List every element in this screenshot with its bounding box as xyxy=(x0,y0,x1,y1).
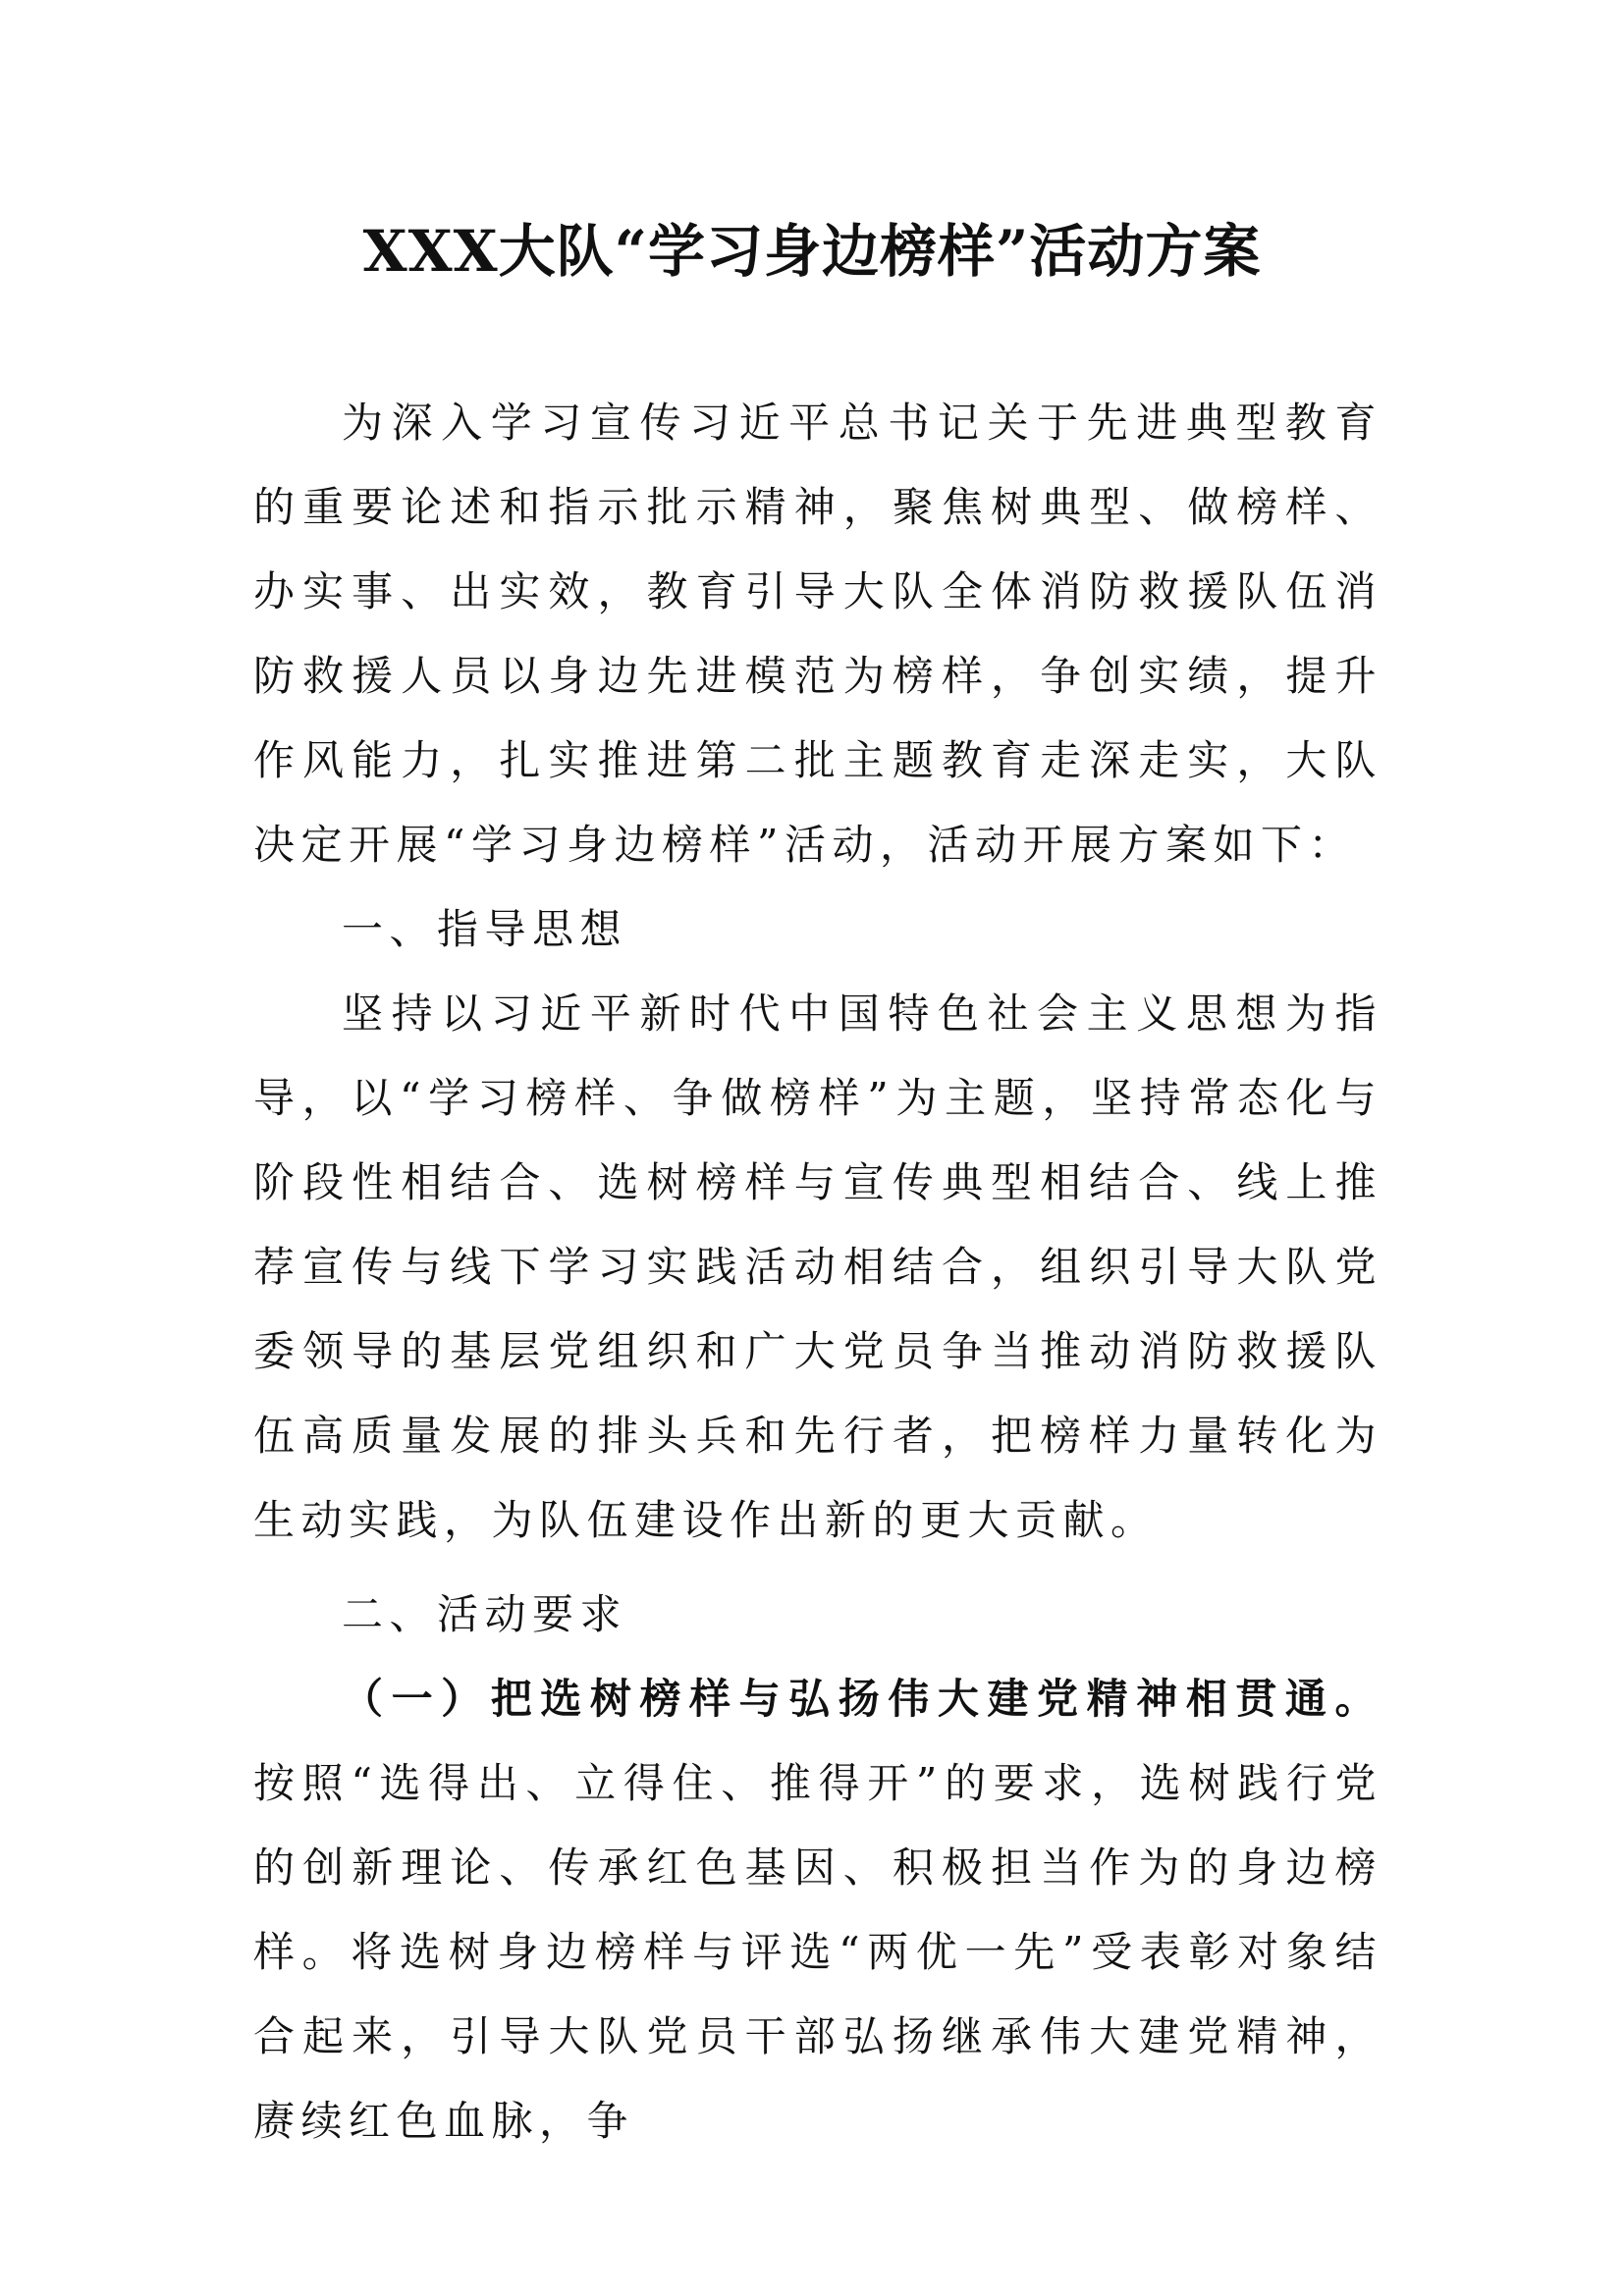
guiding-ideology-paragraph: 坚持以习近平新时代中国特色社会主义思想为指导，以“学习榜样、争做榜样”为主题，坚持常态化与阶段性相结合、选树榜样与宣传典型相结合、线上推荐宣传与线下学习实践活动相结合，组织引导大队党委领导的基层党组织和广大党员争当推动消防救援队伍高质量发展的排头兵和先行者，把榜样力量转化为生动实践，为队伍建设作出新的更大贡献。 xyxy=(253,989,1382,1544)
requirement-item-1-paragraph xyxy=(253,1657,1382,2163)
requirement-item-1-body: 按照“选得出、立得住、推得开”的要求，选树践行党的创新理论、传承红色基因、积极担当作为的身边榜样。将选树身边榜样与评选“两优一先”受表彰对象结合起来，引导大队党员干部弘扬继承伟大建党精神，赓续红色血脉，争 xyxy=(253,1759,1382,2145)
document-body xyxy=(253,381,1382,2163)
section-heading-guiding-ideology: 一、指导思想 xyxy=(342,905,628,953)
requirement-item-1-lead: （一）把选树榜样与弘扬伟大建党精神相贯通。 xyxy=(342,1675,1382,1723)
document-title: XXX大队“学习身边榜样”活动方案 xyxy=(362,218,1262,285)
intro-paragraph: 为深入学习宣传习近平总书记关于先进典型教育的重要论述和指示批示精神，聚焦树典型、做榜样、办实事、出实效，教育引导大队全体消防救援队伍消防救援人员以身边先进模范为榜样，争创实绩，提升作风能力，扎实推进第二批主题教育走深走实，大队决定开展“学习身边榜样”活动，活动开展方案如下： xyxy=(253,399,1382,869)
section-heading-activity-requirements: 二、活动要求 xyxy=(342,1590,628,1638)
